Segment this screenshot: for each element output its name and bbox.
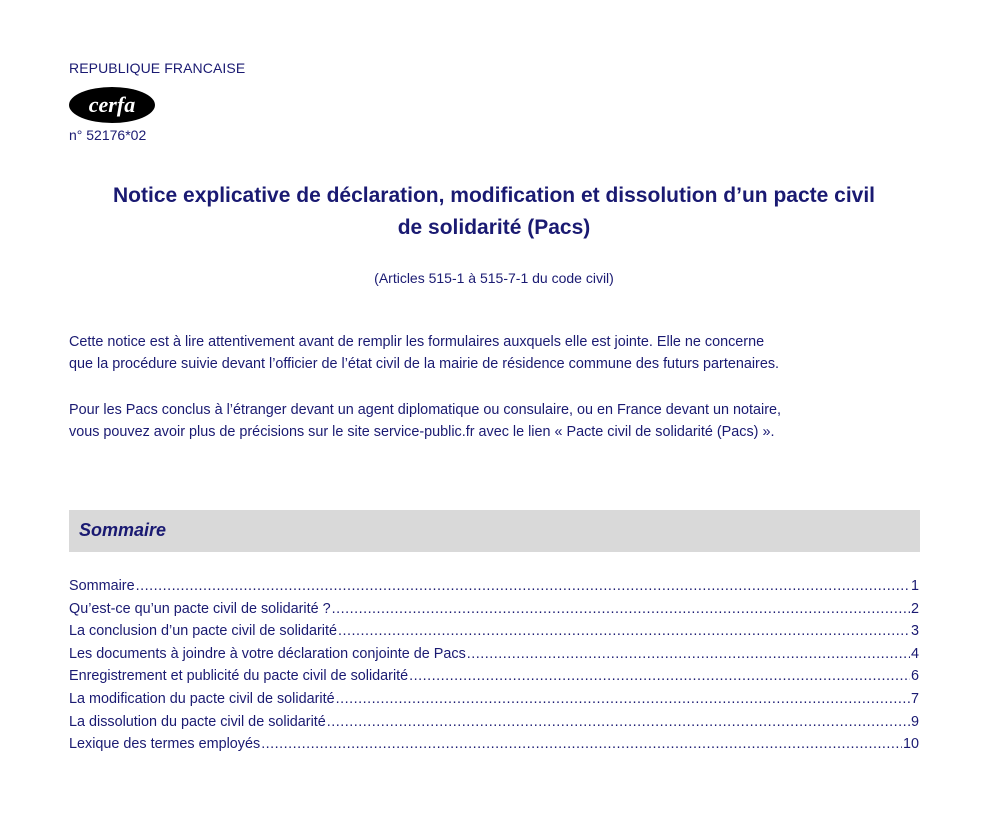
toc-entry[interactable]	[69, 736, 919, 759]
toc-entry-page: 3	[910, 623, 919, 640]
toc-leader-dots	[338, 623, 910, 639]
intro-paragraph-1-line-1: Cette notice est à lire attentivement avant de remplir les formulaires auxquels elle est jointe. Elle ne concerne	[69, 334, 765, 350]
document-title	[40, 180, 948, 244]
toc-entry[interactable]	[69, 714, 919, 737]
toc-entry-page: 6	[910, 668, 919, 685]
toc-entry[interactable]	[69, 578, 919, 601]
intro-paragraph-1-line-2: que la procédure suivie devant l’officier de l’état civil de la mairie de résidence commune des futurs partenaires.	[69, 356, 780, 372]
toc-entry-label: Enregistrement et publicité du pacte civil de solidarité	[69, 668, 409, 685]
toc-entry-label: Les documents à joindre à votre déclaration conjointe de Pacs	[69, 645, 466, 662]
sommaire-heading: Sommaire	[79, 520, 167, 540]
intro-paragraph-2	[69, 399, 929, 443]
cerfa-logo-text: cerfa	[88, 92, 136, 117]
toc-entry[interactable]	[69, 646, 919, 669]
toc-entry[interactable]	[69, 601, 919, 624]
toc-leader-dots	[136, 578, 910, 594]
toc-entry-label: La dissolution du pacte civil de solidarité	[69, 713, 326, 730]
toc-entry-page: 2	[910, 600, 919, 617]
intro-paragraph-1	[69, 331, 929, 375]
toc-entry-label: La conclusion d’un pacte civil de solidarité	[69, 623, 337, 640]
toc-entry[interactable]	[69, 668, 919, 691]
document-title-line-2: de solidarité (Pacs)	[397, 216, 591, 239]
toc-entry-label: La modification du pacte civil de solidarité	[69, 690, 335, 707]
toc-entry-label: Sommaire	[69, 578, 135, 594]
sommaire-heading-band	[69, 510, 920, 552]
toc-leader-dots	[336, 691, 910, 707]
toc-entry-page: 10	[902, 736, 919, 753]
toc-entry[interactable]	[69, 623, 919, 646]
toc-leader-dots	[409, 668, 910, 684]
toc-leader-dots	[327, 714, 910, 730]
document-subtitle: (Articles 515-1 à 515-7-1 du code civil)	[374, 270, 614, 286]
toc-leader-dots	[332, 601, 910, 617]
toc-entry-label: Qu’est-ce qu’un pacte civil de solidarité ?	[69, 600, 331, 617]
document-title-line-1: Notice explicative de déclaration, modification et dissolution d’un pacte civil	[113, 184, 875, 207]
cerfa-logo	[68, 86, 156, 124]
intro-paragraph-2-line-2: vous pouvez avoir plus de précisions sur le site service-public.fr avec le lien « Pacte civil de solidarité (Pacs) ».	[69, 424, 775, 440]
toc-entry-page: 9	[910, 713, 919, 730]
toc-leader-dots	[261, 736, 902, 752]
form-number: n° 52176*02	[69, 127, 147, 143]
republic-header: REPUBLIQUE FRANCAISE	[69, 60, 246, 76]
intro-paragraph-2-line-1: Pour les Pacs conclus à l’étranger devant un agent diplomatique ou consulaire, ou en France devant un notaire,	[69, 402, 781, 418]
toc-entry-page: 1	[910, 578, 919, 594]
toc-entry-label: Lexique des termes employés	[69, 736, 261, 753]
toc-entry-page: 7	[910, 690, 919, 707]
toc-entry-page: 4	[910, 645, 919, 662]
toc-entry[interactable]	[69, 691, 919, 714]
toc-leader-dots	[467, 646, 910, 662]
table-of-contents	[69, 578, 919, 759]
